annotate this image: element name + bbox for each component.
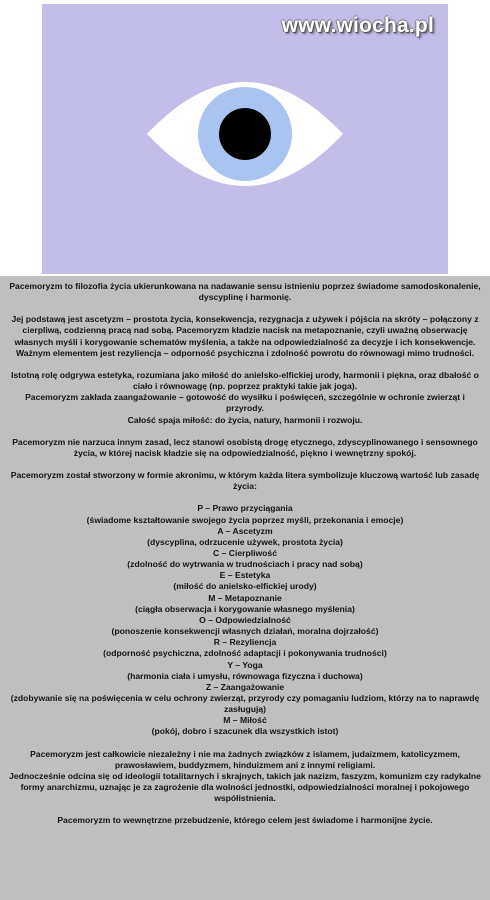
text-line: prawosławiem, buddyzmem, hinduizmem ani z innymi religiami. [114,759,376,770]
eye-icon [42,4,448,274]
acronym-letter-m-milosc: M – Miłość [223,715,267,726]
text-line: Pacemoryzm został stworzony w formie akronimu, w którym każda litera symbolizuje kluczową wartość lub zasadę [10,470,480,481]
text-line: przyrody. [225,403,265,414]
acronym-description: (zdolność do wytrwania w trudnościach i pracy nad sobą) [127,559,363,570]
acronym-letter-a: A – Ascetyzm [217,525,273,536]
text-line: Pacemoryzm jest całkowicie niezależny i nie ma żadnych związków z islamem, judaizmem, katolicyzmem, [30,748,460,759]
text-line: cierpliwą, codzienną pracą nad sobą. Pacemoryzm kładzie nacisk na metapoznanie, czyli uważną obserwację [22,325,468,336]
text-line: dyscyplinę i harmonię. [198,292,292,303]
acronym-list [3,503,487,737]
closing-paragraph [3,815,487,826]
text-line: Pacemoryzm nie narzuca innym zasad, lecz stanowi osobistą drogę etycznego, zdyscyplinowanego i sensownego [12,436,478,447]
acronym-description: (harmonia ciała i umysłu, równowaga fizyczna i duchowa) [127,670,363,681]
text-line: Ważnym elementem jest rezyliencja – odporność psychiczna i zdolność powrotu do równowagi mimo trudności. [15,347,475,358]
acronym-letter-o: O – Odpowiedzialność [199,614,291,625]
acronym-description: (pokój, dobro i szacunek dla wszystkich istot) [151,726,339,737]
acronym-letter-m: M – Metapoznanie [208,592,282,603]
text-line: Jej podstawą jest ascetyzm – prostota życia, konsekwencja, rezygnacja z używek i pójścia na skróty – połączony z [11,314,479,325]
independence-paragraph [3,749,487,805]
acronym-letter-z: Z – Zaangażowanie [205,681,285,692]
acronym-letter-r: R – Rezyliencja [213,637,277,648]
text-line: Całość spaja miłość: do życia, natury, harmonii i rozwoju. [127,414,363,425]
acronym-letter-y: Y – Yoga [227,659,263,670]
estetyka-paragraph [3,370,487,426]
acronym-letter-e: E – Estetyka [219,570,271,581]
ascetyzm-paragraph [3,314,487,359]
text-line: Pacemoryzm to filozofia życia ukierunkowana na nadawanie sensu istnieniu poprzez świadome samodoskonalenie, [9,281,481,291]
watermark-logo: www.wiocha.pl [281,14,434,37]
text-line: własnych myśli i korygowanie schematów myślenia, a także na odpowiedzialność za decyzje i ich konsekwencje. [14,336,476,347]
text-line: Istotną rolę odgrywa estetyka, rozumiana jako miłość do anielsko-elfickiej urody, harmonii i piękna, oraz dbałość o [11,369,479,380]
acronym-description: zasługują) [223,704,267,715]
intro-paragraph [3,281,487,303]
text-line: współistnienia. [214,793,276,804]
principles-paragraph [3,437,487,459]
acronym-description: (miłość do anielsko-elfickiej urody) [173,581,317,592]
banner-image [42,4,448,274]
text-panel [0,276,490,900]
acronym-description: (zdobywanie się na poświęcenia w celu ochrony zwierząt, przyrody czy pomaganiu ludziom, którzy na to naprawdę [10,693,480,703]
acronym-letter-p: P – Prawo przyciągania [197,503,293,514]
text-line: życia: [233,481,257,492]
acronym-description: (odporność psychiczna, zdolność adaptacji i pokonywania trudności) [103,648,387,659]
text-line: formy anarchizmu, uznając je za zagrożenie dla wolności jednostki, odpowiedzialności moralnej i pokojowego [20,782,470,793]
text-line: życia, w której nacisk kładzie się na odpowiedzialność, piękno i wewnętrzny spokój. [73,447,417,458]
acronym-description: (dyscyplina, odrzucenie używek, prostota życia) [147,536,343,547]
acronym-intro-paragraph [3,470,487,492]
text-line: Pacemoryzm to wewnętrzne przebudzenie, którego celem jest świadome i harmonijne życie. [57,815,433,826]
acronym-description: (świadome kształtowanie swojego życia poprzez myśli, przekonania i emocje) [86,514,404,525]
text-line: ciało i równowagę (np. poprzez praktyki takie jak joga). [133,381,357,392]
acronym-letter-c: C – Cierpliwość [213,547,277,558]
acronym-description: (ponoszenie konsekwencji własnych działań, moralna dojrzałość) [111,626,379,637]
text-line: Jednocześnie odcina się od ideologii totalitarnych i skrajnych, takich jak nazizm, faszyzm, komunizm czy radykalne [9,770,481,781]
text-line: Pacemoryzm zakłada zaangażowanie – gotowość do wysiłku i poświęceń, szczególnie w ochronie zwierząt i [25,392,465,403]
eye-pupil [219,108,271,160]
acronym-description: (ciągła obserwacja i korygowanie własnego myślenia) [135,603,355,614]
